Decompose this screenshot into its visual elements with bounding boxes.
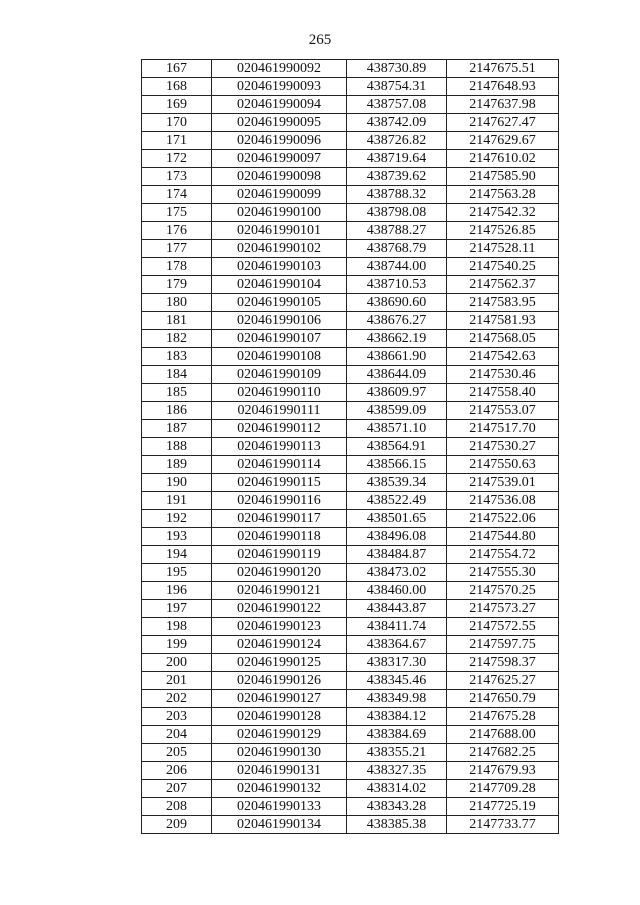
code-cell: 020461990112 (212, 420, 347, 438)
point-number-cell: 190 (142, 474, 212, 492)
y-coordinate-cell: 2147675.51 (447, 60, 559, 78)
point-number-cell: 194 (142, 546, 212, 564)
x-coordinate-cell: 438349.98 (347, 690, 447, 708)
table-row (142, 600, 559, 618)
point-number-cell: 168 (142, 78, 212, 96)
point-number-cell: 174 (142, 186, 212, 204)
y-coordinate-cell: 2147517.70 (447, 420, 559, 438)
x-coordinate-cell: 438662.19 (347, 330, 447, 348)
table-body (142, 60, 559, 834)
point-number-cell: 203 (142, 708, 212, 726)
point-number-cell: 187 (142, 420, 212, 438)
x-coordinate-cell: 438730.89 (347, 60, 447, 78)
table-row (142, 780, 559, 798)
code-cell: 020461990092 (212, 60, 347, 78)
y-coordinate-cell: 2147540.25 (447, 258, 559, 276)
code-cell: 020461990132 (212, 780, 347, 798)
table-row (142, 366, 559, 384)
table-row (142, 96, 559, 114)
x-coordinate-cell: 438599.09 (347, 402, 447, 420)
table-row (142, 150, 559, 168)
point-number-cell: 184 (142, 366, 212, 384)
table-row (142, 204, 559, 222)
table-row (142, 60, 559, 78)
code-cell: 020461990121 (212, 582, 347, 600)
point-number-cell: 180 (142, 294, 212, 312)
point-number-cell: 167 (142, 60, 212, 78)
x-coordinate-cell: 438726.82 (347, 132, 447, 150)
x-coordinate-cell: 438343.28 (347, 798, 447, 816)
table-row (142, 114, 559, 132)
point-number-cell: 177 (142, 240, 212, 258)
point-number-cell: 196 (142, 582, 212, 600)
y-coordinate-cell: 2147629.67 (447, 132, 559, 150)
x-coordinate-cell: 438501.65 (347, 510, 447, 528)
table-row (142, 456, 559, 474)
x-coordinate-cell: 438317.30 (347, 654, 447, 672)
y-coordinate-cell: 2147597.75 (447, 636, 559, 654)
table-row (142, 618, 559, 636)
y-coordinate-cell: 2147573.27 (447, 600, 559, 618)
page-number: 265 (308, 32, 332, 48)
table-row (142, 294, 559, 312)
table-row (142, 546, 559, 564)
y-coordinate-cell: 2147530.27 (447, 438, 559, 456)
code-cell: 020461990103 (212, 258, 347, 276)
code-cell: 020461990129 (212, 726, 347, 744)
point-number-cell: 175 (142, 204, 212, 222)
table-row (142, 762, 559, 780)
point-number-cell: 199 (142, 636, 212, 654)
table-row (142, 690, 559, 708)
table-row (142, 186, 559, 204)
code-cell: 020461990096 (212, 132, 347, 150)
y-coordinate-cell: 2147554.72 (447, 546, 559, 564)
code-cell: 020461990131 (212, 762, 347, 780)
x-coordinate-cell: 438661.90 (347, 348, 447, 366)
table-row (142, 222, 559, 240)
code-cell: 020461990122 (212, 600, 347, 618)
point-number-cell: 188 (142, 438, 212, 456)
x-coordinate-cell: 438411.74 (347, 618, 447, 636)
x-coordinate-cell: 438719.64 (347, 150, 447, 168)
table-row (142, 258, 559, 276)
y-coordinate-cell: 2147550.63 (447, 456, 559, 474)
x-coordinate-cell: 438384.69 (347, 726, 447, 744)
code-cell: 020461990101 (212, 222, 347, 240)
table-row (142, 582, 559, 600)
point-number-cell: 179 (142, 276, 212, 294)
point-number-cell: 193 (142, 528, 212, 546)
point-number-cell: 200 (142, 654, 212, 672)
code-cell: 020461990098 (212, 168, 347, 186)
y-coordinate-cell: 2147542.63 (447, 348, 559, 366)
x-coordinate-cell: 438496.08 (347, 528, 447, 546)
x-coordinate-cell: 438744.00 (347, 258, 447, 276)
point-number-cell: 172 (142, 150, 212, 168)
x-coordinate-cell: 438676.27 (347, 312, 447, 330)
code-cell: 020461990134 (212, 816, 347, 834)
table-row (142, 240, 559, 258)
code-cell: 020461990106 (212, 312, 347, 330)
code-cell: 020461990104 (212, 276, 347, 294)
code-cell: 020461990100 (212, 204, 347, 222)
table-row (142, 672, 559, 690)
point-number-cell: 201 (142, 672, 212, 690)
point-number-cell: 208 (142, 798, 212, 816)
x-coordinate-cell: 438710.53 (347, 276, 447, 294)
code-cell: 020461990105 (212, 294, 347, 312)
point-number-cell: 178 (142, 258, 212, 276)
x-coordinate-cell: 438739.62 (347, 168, 447, 186)
point-number-cell: 207 (142, 780, 212, 798)
point-number-cell: 197 (142, 600, 212, 618)
code-cell: 020461990113 (212, 438, 347, 456)
point-number-cell: 176 (142, 222, 212, 240)
y-coordinate-cell: 2147627.47 (447, 114, 559, 132)
y-coordinate-cell: 2147522.06 (447, 510, 559, 528)
table-row (142, 276, 559, 294)
y-coordinate-cell: 2147555.30 (447, 564, 559, 582)
x-coordinate-cell: 438566.15 (347, 456, 447, 474)
y-coordinate-cell: 2147648.93 (447, 78, 559, 96)
point-number-cell: 205 (142, 744, 212, 762)
point-number-cell: 192 (142, 510, 212, 528)
code-cell: 020461990116 (212, 492, 347, 510)
table-row (142, 726, 559, 744)
table-row (142, 168, 559, 186)
point-number-cell: 198 (142, 618, 212, 636)
x-coordinate-cell: 438484.87 (347, 546, 447, 564)
code-cell: 020461990126 (212, 672, 347, 690)
x-coordinate-cell: 438754.31 (347, 78, 447, 96)
y-coordinate-cell: 2147563.28 (447, 186, 559, 204)
point-number-cell: 186 (142, 402, 212, 420)
code-cell: 020461990133 (212, 798, 347, 816)
code-cell: 020461990128 (212, 708, 347, 726)
y-coordinate-cell: 2147650.79 (447, 690, 559, 708)
y-coordinate-cell: 2147679.93 (447, 762, 559, 780)
table-row (142, 312, 559, 330)
x-coordinate-cell: 438522.49 (347, 492, 447, 510)
x-coordinate-cell: 438345.46 (347, 672, 447, 690)
y-coordinate-cell: 2147572.55 (447, 618, 559, 636)
table-row (142, 384, 559, 402)
y-coordinate-cell: 2147709.28 (447, 780, 559, 798)
code-cell: 020461990093 (212, 78, 347, 96)
table-row (142, 816, 559, 834)
y-coordinate-cell: 2147544.80 (447, 528, 559, 546)
table-row (142, 402, 559, 420)
y-coordinate-cell: 2147530.46 (447, 366, 559, 384)
code-cell: 020461990108 (212, 348, 347, 366)
x-coordinate-cell: 438690.60 (347, 294, 447, 312)
table-row (142, 78, 559, 96)
point-number-cell: 204 (142, 726, 212, 744)
table-row (142, 528, 559, 546)
y-coordinate-cell: 2147553.07 (447, 402, 559, 420)
point-number-cell: 182 (142, 330, 212, 348)
code-cell: 020461990130 (212, 744, 347, 762)
x-coordinate-cell: 438364.67 (347, 636, 447, 654)
y-coordinate-cell: 2147562.37 (447, 276, 559, 294)
code-cell: 020461990115 (212, 474, 347, 492)
table-row (142, 420, 559, 438)
y-coordinate-cell: 2147688.00 (447, 726, 559, 744)
code-cell: 020461990094 (212, 96, 347, 114)
x-coordinate-cell: 438539.34 (347, 474, 447, 492)
table-row (142, 510, 559, 528)
point-number-cell: 171 (142, 132, 212, 150)
code-cell: 020461990109 (212, 366, 347, 384)
code-cell: 020461990097 (212, 150, 347, 168)
table-row (142, 708, 559, 726)
x-coordinate-cell: 438788.27 (347, 222, 447, 240)
y-coordinate-cell: 2147675.28 (447, 708, 559, 726)
x-coordinate-cell: 438788.32 (347, 186, 447, 204)
y-coordinate-cell: 2147528.11 (447, 240, 559, 258)
x-coordinate-cell: 438314.02 (347, 780, 447, 798)
x-coordinate-cell: 438473.02 (347, 564, 447, 582)
x-coordinate-cell: 438742.09 (347, 114, 447, 132)
table-row (142, 636, 559, 654)
x-coordinate-cell: 438327.35 (347, 762, 447, 780)
point-number-cell: 189 (142, 456, 212, 474)
x-coordinate-cell: 438757.08 (347, 96, 447, 114)
y-coordinate-cell: 2147583.95 (447, 294, 559, 312)
code-cell: 020461990095 (212, 114, 347, 132)
point-number-cell: 183 (142, 348, 212, 366)
point-number-cell: 202 (142, 690, 212, 708)
code-cell: 020461990125 (212, 654, 347, 672)
table-row (142, 564, 559, 582)
table-row (142, 132, 559, 150)
point-number-cell: 191 (142, 492, 212, 510)
y-coordinate-cell: 2147725.19 (447, 798, 559, 816)
y-coordinate-cell: 2147539.01 (447, 474, 559, 492)
point-number-cell: 185 (142, 384, 212, 402)
table-row (142, 348, 559, 366)
code-cell: 020461990119 (212, 546, 347, 564)
code-cell: 020461990114 (212, 456, 347, 474)
code-cell: 020461990120 (212, 564, 347, 582)
x-coordinate-cell: 438644.09 (347, 366, 447, 384)
code-cell: 020461990099 (212, 186, 347, 204)
y-coordinate-cell: 2147637.98 (447, 96, 559, 114)
coordinates-table (141, 59, 559, 834)
x-coordinate-cell: 438385.38 (347, 816, 447, 834)
x-coordinate-cell: 438609.97 (347, 384, 447, 402)
y-coordinate-cell: 2147542.32 (447, 204, 559, 222)
y-coordinate-cell: 2147682.25 (447, 744, 559, 762)
point-number-cell: 206 (142, 762, 212, 780)
code-cell: 020461990127 (212, 690, 347, 708)
x-coordinate-cell: 438564.91 (347, 438, 447, 456)
code-cell: 020461990124 (212, 636, 347, 654)
table-row (142, 438, 559, 456)
y-coordinate-cell: 2147625.27 (447, 672, 559, 690)
code-cell: 020461990107 (212, 330, 347, 348)
point-number-cell: 209 (142, 816, 212, 834)
y-coordinate-cell: 2147536.08 (447, 492, 559, 510)
table-row (142, 474, 559, 492)
x-coordinate-cell: 438460.00 (347, 582, 447, 600)
point-number-cell: 195 (142, 564, 212, 582)
table-row (142, 330, 559, 348)
table-row (142, 654, 559, 672)
y-coordinate-cell: 2147733.77 (447, 816, 559, 834)
code-cell: 020461990111 (212, 402, 347, 420)
point-number-cell: 170 (142, 114, 212, 132)
x-coordinate-cell: 438443.87 (347, 600, 447, 618)
y-coordinate-cell: 2147526.85 (447, 222, 559, 240)
point-number-cell: 181 (142, 312, 212, 330)
code-cell: 020461990118 (212, 528, 347, 546)
x-coordinate-cell: 438355.21 (347, 744, 447, 762)
code-cell: 020461990110 (212, 384, 347, 402)
y-coordinate-cell: 2147585.90 (447, 168, 559, 186)
y-coordinate-cell: 2147598.37 (447, 654, 559, 672)
point-number-cell: 173 (142, 168, 212, 186)
code-cell: 020461990123 (212, 618, 347, 636)
x-coordinate-cell: 438571.10 (347, 420, 447, 438)
x-coordinate-cell: 438384.12 (347, 708, 447, 726)
y-coordinate-cell: 2147570.25 (447, 582, 559, 600)
point-number-cell: 169 (142, 96, 212, 114)
table-row (142, 744, 559, 762)
code-cell: 020461990102 (212, 240, 347, 258)
table-row (142, 798, 559, 816)
y-coordinate-cell: 2147581.93 (447, 312, 559, 330)
x-coordinate-cell: 438768.79 (347, 240, 447, 258)
code-cell: 020461990117 (212, 510, 347, 528)
y-coordinate-cell: 2147610.02 (447, 150, 559, 168)
x-coordinate-cell: 438798.08 (347, 204, 447, 222)
y-coordinate-cell: 2147558.40 (447, 384, 559, 402)
y-coordinate-cell: 2147568.05 (447, 330, 559, 348)
table-row (142, 492, 559, 510)
